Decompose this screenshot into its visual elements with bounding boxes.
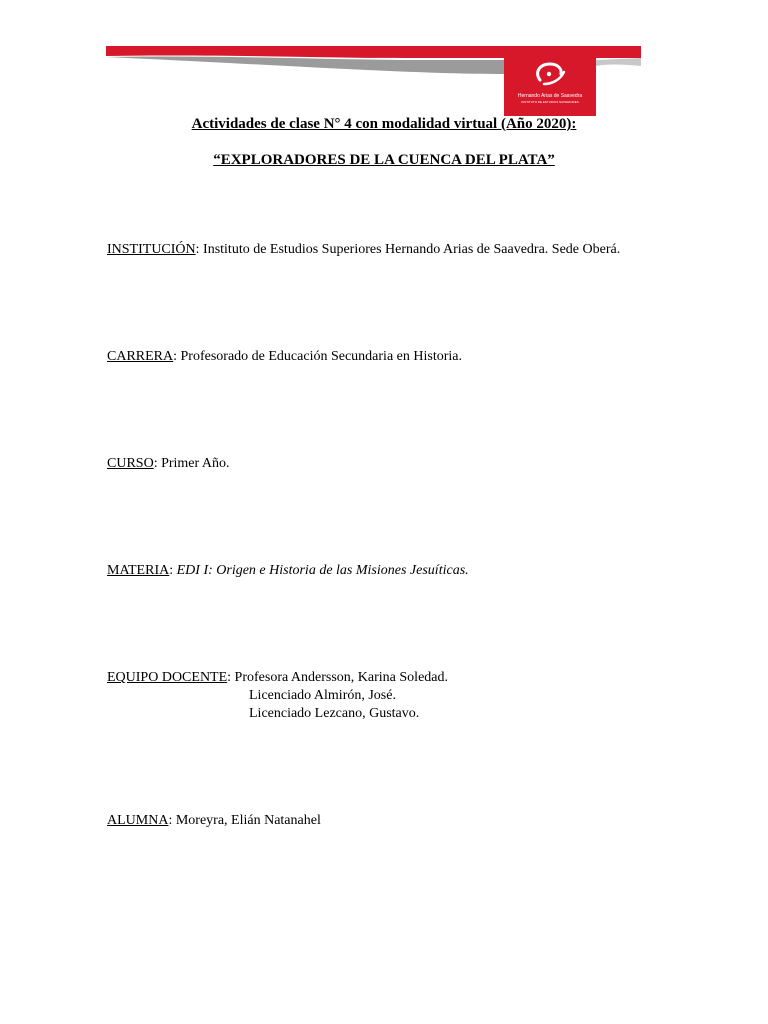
field-label: MATERIA [107, 563, 170, 578]
logo-name: Hernando Arias de Saavedra [517, 93, 583, 99]
field-value: : Profesorado de Educación Secundaria en Historia. [173, 349, 462, 364]
field-label: CARRERA [107, 349, 174, 364]
field-label: INSTITUCIÓN [107, 242, 196, 257]
field-value: EDI I: Origen e Historia de las Misiones Jesuíticas. [176, 563, 469, 578]
field-institucion [107, 241, 620, 259]
institution-logo [504, 54, 596, 116]
docente-2: Licenciado Almirón, José. [249, 688, 396, 703]
field-value: : Primer Año. [153, 456, 230, 471]
docente-3: Licenciado Lezcano, Gustavo. [249, 706, 420, 721]
field-materia [107, 562, 469, 580]
field-equipo-docente [107, 669, 448, 687]
logo-subtitle: INSTITUTO DE ESTUDIOS SUPERIORES [521, 100, 579, 104]
document-title: Actividades de clase N° 4 con modalidad virtual (Año 2020): [191, 116, 577, 132]
field-value: : Moreyra, Elián Natanahel [168, 813, 321, 828]
header-banner [106, 44, 641, 116]
field-label: CURSO [107, 456, 154, 471]
field-curso [107, 455, 230, 473]
field-value: : Instituto de Estudios Superiores Hernando Arias de Saavedra. Sede Oberá. [195, 242, 621, 257]
document-subtitle: “EXPLORADORES DE LA CUENCA DEL PLATA” [213, 152, 555, 168]
field-separator: : [169, 563, 177, 578]
field-label: EQUIPO DOCENTE [107, 670, 228, 685]
docente-1: : Profesora Andersson, Karina Soledad. [227, 670, 448, 685]
field-carrera [107, 348, 462, 366]
logo-icon [504, 54, 596, 94]
field-label: ALUMNA [107, 813, 169, 828]
field-alumna [107, 812, 321, 830]
